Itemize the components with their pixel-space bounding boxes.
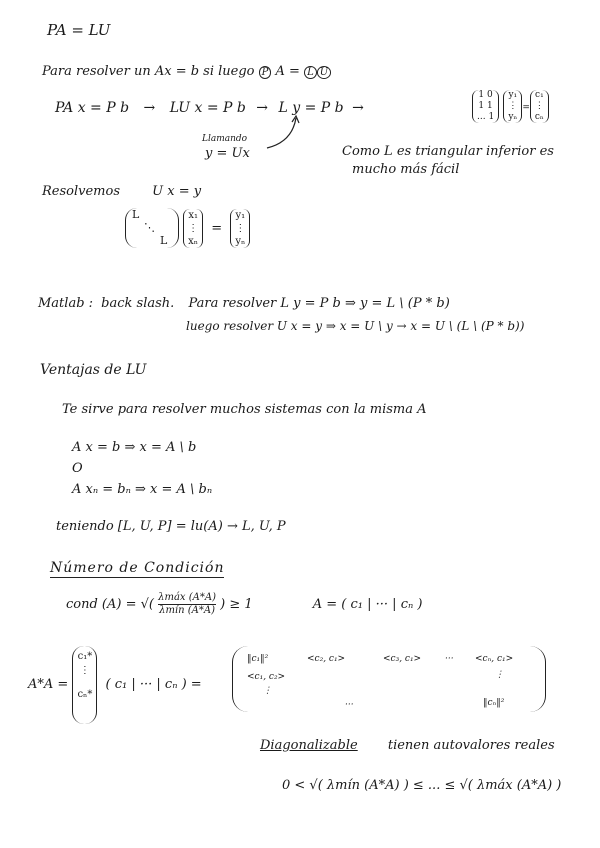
arrow-curve-to-ly <box>262 112 302 152</box>
line-para-resolver <box>42 64 331 80</box>
c-dots: ⋮ <box>534 101 544 111</box>
text-a-eq: A = <box>275 64 300 79</box>
m-31: ⋮ <box>263 686 272 696</box>
line-inequality: 0 < √( λmín (A*A) ) ≤ ... ≤ √( λmáx (A*A) ) <box>282 778 562 793</box>
text-y-eq-ux: y = Ux <box>205 146 250 161</box>
circled-l: L <box>304 66 317 79</box>
u-top: L <box>132 208 140 221</box>
text-o: O <box>72 461 83 476</box>
mat-row-3: ... 1 <box>477 112 495 122</box>
eq-ux-y: U x = y <box>152 184 202 199</box>
x-1: x₁ <box>188 209 198 221</box>
m-nn: ‖cₙ‖² <box>483 698 505 708</box>
text-backslash: back slash. <box>101 296 175 311</box>
text-para-resolver-ly: Para resolver L y = P b ⇒ y = L \ (P * b) <box>188 296 450 311</box>
m-14: ··· <box>445 654 454 664</box>
heading-pa-lu: PA = LU <box>47 21 111 39</box>
text-ata: A*A = <box>28 677 69 692</box>
matrix-u <box>125 208 179 248</box>
text-para-resolver: Para resolver un Ax = b si luego <box>42 64 255 79</box>
text-diagonalizable: Diagonalizable <box>260 738 358 753</box>
c-1: c₁ <box>535 90 544 100</box>
m-3mid: ··· <box>345 700 354 710</box>
y2-n: yₙ <box>235 235 246 247</box>
mat-row-2: 1 1 <box>478 101 493 111</box>
vector-y-2 <box>230 209 250 248</box>
note-triangular-1: Como L es triangular inferior es <box>342 144 554 159</box>
vector-y <box>503 90 522 123</box>
text-te-sirve: Te sirve para resolver muchos sistemas con la misma A <box>62 402 427 417</box>
system-ux-y <box>125 208 250 248</box>
vector-c <box>530 90 549 123</box>
m-11: ‖c₁‖² <box>247 654 269 664</box>
vector-x <box>183 209 203 248</box>
gram-matrix <box>232 646 546 712</box>
line-matlab <box>38 296 450 312</box>
text-autovalores: tienen autovalores reales <box>387 738 555 753</box>
m-21: <c₁, c₂> <box>247 672 286 682</box>
c1-star: c₁* <box>77 651 93 662</box>
matrix-lower-triangular <box>472 90 549 123</box>
line-cond <box>66 592 422 617</box>
column-c-star <box>72 646 97 724</box>
y-dots: ⋮ <box>508 101 518 111</box>
text-llamando: Llamando <box>202 134 248 144</box>
note-triangular-2: mucho más fácil <box>352 162 460 177</box>
eq-ax-b: A x = b ⇒ x = A \ b <box>72 440 197 455</box>
y-1: y₁ <box>508 90 518 100</box>
arrow-3: → <box>352 100 364 116</box>
line-resolvemos <box>42 184 201 200</box>
eq-a-columns: A = ( c₁ | ··· | cₙ ) <box>312 597 423 612</box>
title-numero-condicion: Número de Condición <box>50 560 225 576</box>
u-bot: L <box>160 234 168 247</box>
text-teniendo: teniendo [L, U, P] = lu(A) → L, U, P <box>56 519 286 534</box>
text-cond-prefix: cond (A) = √( <box>66 597 154 612</box>
text-row-c: ( c₁ | ··· | cₙ ) = <box>105 677 202 692</box>
line-pax-derivation <box>55 100 368 116</box>
eq-axn-bn: A xₙ = bₙ ⇒ x = A \ bₙ <box>72 482 213 497</box>
arrow-1: → <box>143 100 156 116</box>
heading-numero-condicion <box>50 560 224 576</box>
eq-sign-2: = <box>211 220 223 236</box>
m-15: <cₙ, c₁> <box>475 654 514 664</box>
text-ly: L y = P b <box>278 100 344 116</box>
fraction-lambda <box>158 592 216 617</box>
cn-star: cₙ* <box>77 689 93 700</box>
arrow-2: → <box>256 100 269 116</box>
text-pax: PA x = P b <box>55 100 130 116</box>
label-resolvemos: Resolvemos <box>42 184 120 199</box>
x-n: xₙ <box>188 235 199 247</box>
m-12: <c₂, c₁> <box>307 654 346 664</box>
cstar-dots: ⋮ <box>79 665 90 676</box>
circled-p: P <box>259 66 272 79</box>
label-matlab: Matlab : <box>38 296 94 311</box>
frac-den: λmín (A*A) <box>159 605 215 616</box>
c-n: cₙ <box>534 112 544 122</box>
m-2n: ⋮ <box>495 670 504 680</box>
x-dots: ⋮ <box>188 222 199 234</box>
line-diagonalizable <box>260 738 555 754</box>
line-ata <box>28 646 202 724</box>
y-n: yₙ <box>508 112 518 122</box>
y2-1: y₁ <box>235 209 246 221</box>
line-luego-resolver: luego resolver U x = y ⇒ x = U \ y → x = U \ (L \ (P * b)) <box>186 319 525 333</box>
text-ge-1: ) ≥ 1 <box>220 597 253 612</box>
text-lux: LU x = P b <box>169 100 246 116</box>
frac-num: λmáx (A*A) <box>158 592 216 603</box>
heading-ventajas: Ventajas de LU <box>40 362 147 378</box>
m-13: <c₃, c₁> <box>383 654 422 664</box>
mat-row-1: 1 0 <box>478 90 493 100</box>
circled-u: U <box>317 66 331 79</box>
y2-dots: ⋮ <box>235 222 246 234</box>
u-dots: ⋱ <box>144 221 155 234</box>
eq-sign: = <box>522 103 530 113</box>
